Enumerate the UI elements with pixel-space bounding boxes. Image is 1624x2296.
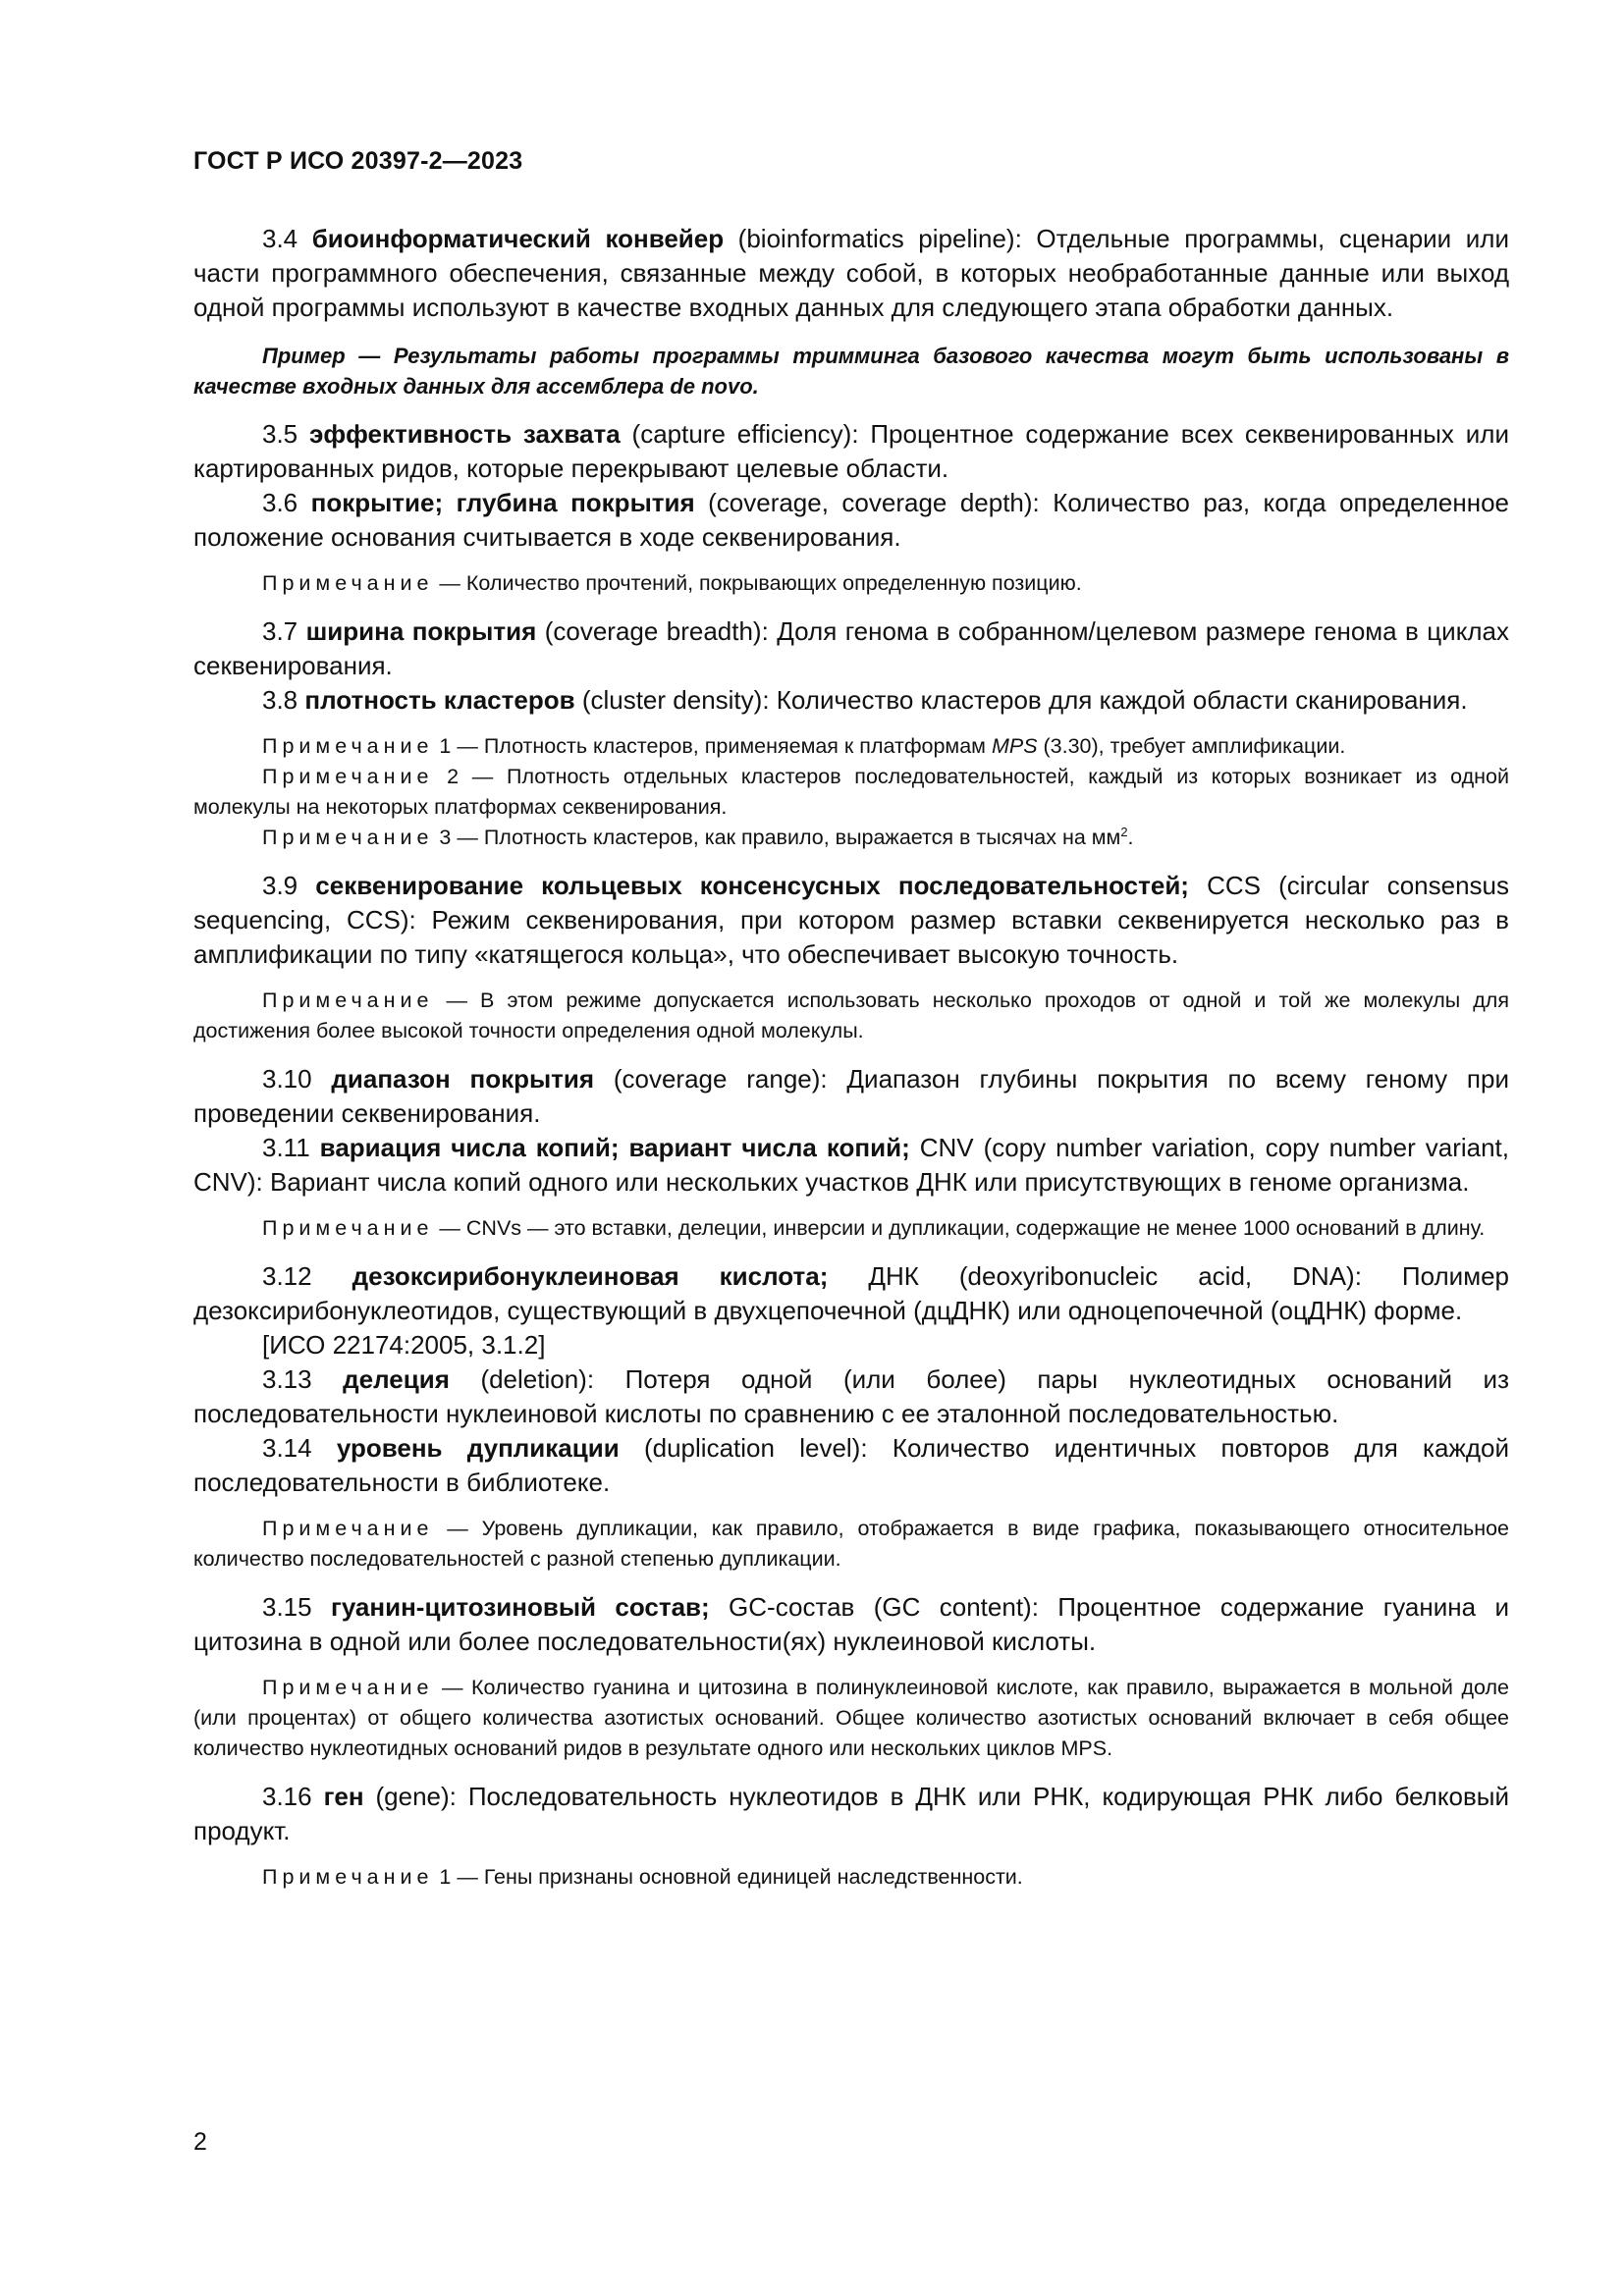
note-text: — Количество гуанина и цитозина в полинуклеиновой кислоте, как правило, выражается в мольной доле (или процентах) от общего количества азотистых оснований. Общее количество азотистых оснований включает в себя общее количество нуклеотидных оснований ридов в результате одного или нескольких циклов MPS. (193, 1676, 1509, 1760)
note-3-8-3 (193, 823, 1509, 853)
term-definition: ДНК (deoxyribonucleic acid, DNA): Полимер дезоксирибонуклеотидов, существующий в двухцепочечной (дцДНК) или одноцепочечной (оцДНК) форме. (193, 1261, 1509, 1325)
note-label: Примечание (262, 734, 434, 758)
term-number: 3.6 (262, 488, 298, 517)
note-label: Примечание (262, 1676, 434, 1699)
term-name: вариация числа копий; вариант числа копий; (319, 1133, 910, 1162)
term-number: 3.13 (262, 1364, 312, 1394)
term-number: 3.7 (262, 616, 298, 646)
term-3-8 (193, 683, 1509, 718)
page-number: 2 (193, 2128, 207, 2156)
note-3-16-1 (193, 1862, 1509, 1893)
reference-3-12: [ИСО 22174:2005, 3.1.2] (262, 1330, 546, 1360)
note-3-8-1 (193, 731, 1509, 762)
note-label: Примечание (262, 571, 434, 595)
term-name: плотность кластеров (304, 685, 575, 715)
term-3-11 (193, 1131, 1509, 1200)
term-name: покрытие; глубина покрытия (310, 488, 695, 517)
term-definition: (deletion): Потеря одной (или более) пары нуклеотидных оснований из последовательности нуклеиновой кислоты по сравнению с ее эталонной последовательностью. (193, 1364, 1509, 1428)
term-definition: (bioinformatics pipeline): Отдельные программы, сценарии или части программного обеспечения, связанные между собой, в которых необработанные данные или выход одной программы используют в качестве входных данных для следующего этапа обработки данных. (193, 224, 1509, 322)
term-definition: (cluster density): Количество кластеров для каждой области сканирования. (574, 685, 1468, 715)
term-name: ген (323, 1782, 364, 1811)
note-text: — В этом режиме допускается использовать несколько проходов от одной и той же молекулы для достижения более высокой точности определения одной молекулы. (193, 988, 1509, 1042)
term-definition: (coverage range): Диапазон глубины покрытия по всему геному при проведении секвенирования. (193, 1064, 1509, 1128)
term-definition: CCS (circular consensus sequencing, CCS): Режим секвенирования, при котором размер вставки секвенируется несколько раз в амплификации по типу «катящегося кольца», что обеспечивает высокую точность. (193, 871, 1510, 969)
note-text: — Уровень дупликации, как правило, отображается в виде графика, показывающего относительное количество последовательностей с разной степенью дупликации. (193, 1517, 1509, 1571)
note-3-8-2 (193, 762, 1509, 823)
note-label: Примечание (262, 1216, 434, 1240)
term-3-4 (193, 222, 1509, 325)
term-definition: (capture efficiency): Процентное содержание всех секвенированных или картированных ридов, которые перекрывают целевые области. (193, 419, 1509, 483)
term-name: ширина покрытия (305, 616, 537, 646)
term-3-16 (193, 1780, 1509, 1848)
note-3-15 (193, 1673, 1509, 1764)
term-3-5 (193, 417, 1509, 486)
term-number: 3.12 (262, 1261, 312, 1291)
note-text: 2 — Плотность отдельных кластеров последовательностей, каждый из которых возникает из одной молекулы на некоторых платформах секвенирования. (193, 765, 1509, 819)
term-name: гуанин-цитозиновый состав; (330, 1592, 710, 1622)
note-superscript: 2 (1120, 824, 1128, 839)
note-3-9 (193, 986, 1509, 1046)
term-3-7 (193, 614, 1509, 683)
term-name: уровень дупликации (336, 1433, 620, 1463)
term-3-13 (193, 1362, 1509, 1431)
note-text: . (1127, 826, 1134, 849)
term-definition: (duplication level): Количество идентичных повторов для каждой последовательности в библиотеке. (193, 1433, 1509, 1497)
term-3-14 (193, 1431, 1509, 1500)
note-text: (3.30), требует амплификации. (1037, 734, 1346, 758)
note-label: Примечание (262, 1865, 434, 1889)
note-3-6 (193, 568, 1509, 599)
term-definition: (gene): Последовательность нуклеотидов в ДНК или РНК, кодирующая РНК либо белковый продукт. (193, 1782, 1509, 1845)
note-text: 3 — Плотность кластеров, как правило, выражается в тысячах на мм (433, 826, 1121, 849)
term-definition: GC-состав (GC content): Процентное содержание гуанина и цитозина в одной или более последовательности(ях) нуклеиновой кислоты. (193, 1592, 1509, 1656)
term-3-9 (193, 869, 1509, 972)
term-number: 3.8 (262, 685, 298, 715)
term-3-12 (193, 1259, 1509, 1328)
term-name: эффективность захвата (308, 419, 621, 449)
term-number: 3.10 (262, 1064, 312, 1094)
note-abbrev: MPS (991, 734, 1038, 758)
term-3-15 (193, 1590, 1509, 1659)
term-definition: CNV (copy number variation, copy number variant, CNV): Вариант числа копий одного или нескольких участков ДНК или присутствующих в геноме организма. (193, 1133, 1510, 1197)
term-name: делеция (343, 1364, 450, 1394)
term-number: 3.11 (262, 1133, 310, 1162)
note-text: 1 — Гены признаны основной единицей наследственности. (433, 1865, 1023, 1889)
note-label: Примечание (262, 765, 434, 788)
term-name: дезоксирибонуклеиновая кислота; (352, 1261, 829, 1291)
term-definition: (coverage breadth): Доля генома в собранном/целевом размере генома в циклах секвенирования. (193, 616, 1509, 680)
term-name: биоинформатический конвейер (311, 224, 725, 253)
term-name: диапазон покрытия (331, 1064, 595, 1094)
note-label: Примечание (262, 1517, 434, 1540)
term-number: 3.4 (262, 224, 298, 253)
example-3-4: Пример — Результаты работы программы тримминга базового качества могут быть использованы в качестве входных данных для ассемблера de novo. (193, 344, 1509, 399)
term-name: секвенирование кольцевых консенсусных последовательностей; (315, 871, 1189, 900)
document-header: ГОСТ Р ИСО 20397-2—2023 (193, 147, 523, 175)
term-number: 3.5 (262, 419, 298, 449)
term-3-6 (193, 486, 1509, 555)
term-number: 3.14 (262, 1433, 312, 1463)
note-label: Примечание (262, 826, 434, 849)
term-number: 3.9 (262, 871, 298, 900)
note-text: — Количество прочтений, покрывающих определенную позицию. (433, 571, 1082, 595)
note-text: — CNVs — это вставки, делеции, инверсии и дупликации, содержащие не менее 1000 оснований в длину. (433, 1216, 1486, 1240)
note-3-14 (193, 1514, 1509, 1575)
term-number: 3.16 (262, 1782, 312, 1811)
note-label: Примечание (262, 988, 434, 1012)
term-number: 3.15 (262, 1592, 312, 1622)
note-3-11 (193, 1213, 1509, 1244)
document-body (193, 222, 1509, 1893)
term-3-10 (193, 1062, 1509, 1131)
term-definition: (coverage, coverage depth): Количество раз, когда определенное положение основания считывается в ходе секвенирования. (193, 488, 1509, 552)
note-text: 1 — Плотность кластеров, применяемая к платформам (433, 734, 992, 758)
